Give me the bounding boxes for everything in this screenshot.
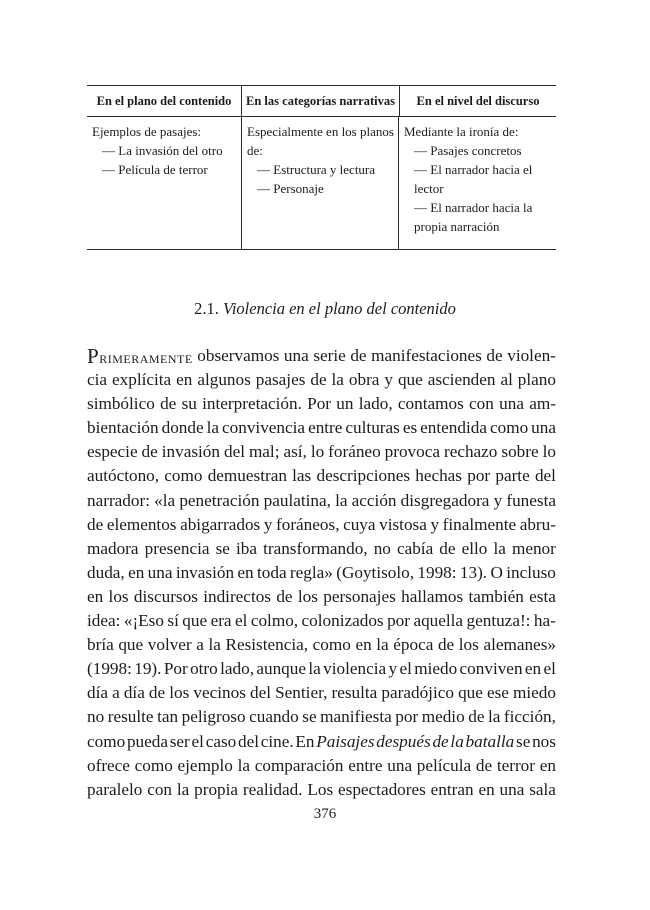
word: explícita [112,370,172,390]
word: manifiesta [320,707,392,727]
word: ficción, [503,707,556,727]
word: la [237,755,251,775]
word: En [295,731,315,751]
word: invasión [161,442,220,462]
page-number: 376 [313,806,337,822]
word: abigarrados [180,514,261,534]
word: en [237,562,254,582]
word: descripciones [316,466,411,486]
word: caso [205,731,237,751]
word: ello [461,538,488,558]
word: indirectos [203,586,271,606]
text-line [87,344,556,368]
list-item: — Personaje [257,181,324,196]
cell-lead: Mediante la ironía de: [404,124,519,139]
word: por [395,707,419,727]
word: duda, [87,562,125,582]
word: por [387,611,410,631]
word: terror [496,755,535,775]
word: entendida [420,418,487,438]
word: como [87,731,126,751]
word: a [112,683,120,703]
word: (1998: [87,659,132,679]
small-caps-opening: Primeramente [87,344,193,368]
word: la [308,659,321,679]
word: acción [351,490,397,510]
word: el [399,659,412,679]
word: bientación [87,418,159,438]
word: O [490,562,503,582]
word: película [416,755,472,775]
word: madora [87,538,139,558]
word: una [499,779,525,799]
text-line [87,464,556,488]
word: de [141,442,158,462]
word: así, [283,442,307,462]
word: la [487,707,501,727]
word: sobre [501,442,539,462]
word: foráneos, [276,514,340,534]
word: también [468,586,524,606]
word: foráneo [328,442,381,462]
word: era [210,611,232,631]
word: (Goytisolo, [336,562,415,582]
word: am- [529,394,556,414]
table-header-cell: En las categorías narrativas [241,86,399,116]
word: disgregadora [400,490,490,510]
text-line [87,633,556,657]
word: personajes [323,586,396,606]
word: el [191,731,204,751]
table-header-cell: En el plano del contenido [96,93,232,108]
text-line [87,537,556,561]
word: que [182,611,208,631]
word: en [87,586,104,606]
word: de [276,586,293,606]
text-line [87,657,556,681]
word: lo [542,442,556,462]
word: es [402,418,418,438]
text-line [87,778,556,802]
word: que [118,635,144,655]
list-item: — Película de terror [102,162,208,177]
word: ejemplo [177,755,233,775]
word: hallamos [401,586,464,606]
word: en [176,370,193,390]
word: Paisajes [316,731,375,751]
word: día [87,683,108,703]
word: la [493,538,506,558]
body-paragraph [87,344,556,802]
word: menor [511,538,556,558]
word: narrador: [87,490,150,510]
word: contamos [397,394,464,414]
word: se [215,538,230,558]
text-line [87,368,556,392]
word: serie [313,346,346,365]
word: con [469,394,494,414]
word: miedo [414,659,458,679]
word: se [516,731,531,751]
word: invasión [175,562,235,582]
word: funesta [506,490,556,510]
word: en [539,755,556,775]
text-line [87,585,556,609]
word: como [312,635,351,655]
word: las [292,466,312,486]
cell-lead: Ejemplos de pasajes: [92,124,202,139]
word: finalmente [442,514,517,534]
word: que [397,370,423,390]
word: en [355,635,372,655]
word: gentuza!: [466,611,531,631]
word: los [458,635,479,655]
word: de [160,394,177,414]
word: Resistencia, [225,635,309,655]
word: paralelo [87,779,143,799]
word: a [196,635,204,655]
text-line [87,489,556,513]
word: iba [236,538,257,558]
word: elementos [106,514,177,534]
word: la [206,418,220,438]
word: se [302,707,317,727]
word: alemanes» [483,635,556,655]
word: día [123,683,145,703]
word: de [439,538,456,558]
word: comparación [254,755,344,775]
word: especie [87,442,138,462]
word: en [524,659,542,679]
word: una [531,418,556,438]
list-item: — Pasajes concretos [414,143,522,158]
word: Los [307,779,334,799]
word: como [489,418,529,438]
section-title: Violencia en el plano del contenido [222,299,456,318]
list-item: — La invasión del otro [102,143,223,158]
word: la [176,779,190,799]
word: como [134,755,173,775]
word: cuando [249,707,299,727]
word: Sentier, [275,683,328,703]
cell-lead: Especialmente en los planos [247,124,394,139]
word: ascienden [427,370,496,390]
word: cuya [343,514,376,534]
word: del [223,442,245,462]
word: otro [190,659,218,679]
word: entre [308,418,343,438]
word: penetración [179,490,260,510]
word: en [128,562,145,582]
section-heading [0,299,650,319]
word: al [500,370,513,390]
word: paradójico [381,683,454,703]
word: propia [194,779,239,799]
word: miedo [513,683,556,703]
word: ofrece [87,755,130,775]
word: observamos [197,346,280,365]
table-body-row [87,117,556,249]
list-item: — El narrador hacia la [414,200,533,215]
word: violencia [323,659,387,679]
word: algunos [197,370,251,390]
word: y [430,514,440,534]
word: colmo, [250,611,299,631]
word: autóctono, [87,466,160,486]
word: «la [154,490,176,510]
word: ese [486,683,509,703]
word: del [237,731,259,751]
word: época [393,635,434,655]
text-line [87,730,556,754]
word: hechas [415,466,462,486]
word: resulte [107,707,154,727]
word: con [147,779,173,799]
cell-list [404,141,554,236]
word: los [169,683,190,703]
word: no [373,538,391,558]
word: aquella [413,611,464,631]
word: obra [348,370,380,390]
word: medio [421,707,465,727]
word: de [486,346,503,365]
text-line [87,416,556,440]
word: los [108,586,129,606]
word: una [387,755,413,775]
word: mal; [248,442,280,462]
list-item: propia narración [414,219,500,234]
list-item: lector [414,181,444,196]
word: ha- [533,611,556,631]
word: manifestaciones [371,346,482,365]
word: que [458,683,483,703]
word: «¡Eso [123,611,164,631]
word: no [87,707,105,727]
cell-list [247,160,398,198]
word: conviven [459,659,523,679]
word: pueda [126,731,168,751]
word: esta [529,586,556,606]
word: los [297,586,318,606]
word: violen- [507,346,556,365]
word: donde [161,418,204,438]
word: de [310,370,327,390]
word: y [263,514,273,534]
word: lado, [358,394,393,414]
word: del [250,683,272,703]
word: regla» [289,562,333,582]
word: vecinos [193,683,246,703]
word: 1998: [417,562,457,582]
word: pasajes [255,370,306,390]
word: peligroso [181,707,246,727]
word: aunque [256,659,306,679]
word: rechazo [443,442,498,462]
word: resulta [331,683,378,703]
summary-table [87,85,556,250]
word: lo [310,442,325,462]
text-line [87,561,556,585]
word: una [499,394,524,414]
word: 19). [134,659,162,679]
word: paulatina, [263,490,331,510]
word: después [376,731,431,751]
word: la [208,635,221,655]
word: realidad. [242,779,303,799]
text-line [87,513,556,537]
table-cell [87,117,241,249]
word: cine. [260,731,294,751]
word: el [543,659,556,679]
word: la [331,370,344,390]
word: de [87,514,104,534]
word: colonizados [301,611,384,631]
table-cell [398,117,554,249]
word: sí [167,611,179,631]
text-line [87,681,556,705]
word: y [493,490,503,510]
word: Por [307,394,332,414]
word: del [534,466,556,486]
word: parte [495,466,530,486]
word: ser [169,731,190,751]
word: cabía [396,538,434,558]
section-number: 2.1. [194,299,219,318]
word: transformando, [263,538,368,558]
word: discursos [133,586,198,606]
word: demuestran [207,466,287,486]
word: una [283,346,309,365]
word: la [376,635,389,655]
text-line [87,440,556,464]
word: de [350,346,367,365]
cell-lead: de: [247,143,263,158]
word: bría [87,635,114,655]
cell-list [92,141,241,179]
word: de [432,731,449,751]
word: provoca [384,442,440,462]
word: la [450,731,464,751]
word: idea: [87,611,121,631]
word: convivencia [222,418,306,438]
text-line [87,754,556,778]
word: batalla [465,731,515,751]
word: de [468,707,485,727]
table-cell [241,117,398,249]
word: tan [157,707,179,727]
word: y [388,659,398,679]
text-line [87,609,556,633]
word: espectadores [338,779,426,799]
text-line [87,392,556,416]
word: 13). [459,562,488,582]
word: interpretación. [202,394,302,414]
word: lado, [220,659,254,679]
word: de [475,755,493,775]
word: Por [163,659,188,679]
word: abru- [519,514,556,534]
word: sala [529,779,556,799]
table-header-row [87,86,556,117]
word: vistosa [379,514,427,534]
word: entre [348,755,383,775]
word: incluso [506,562,556,582]
word: por [467,466,491,486]
list-item: — Estructura y lectura [257,162,376,177]
word: simbólico [87,394,155,414]
table-header-cell: En el nivel del discurso [399,86,556,116]
word: volver [147,635,192,655]
word: un [336,394,354,414]
text-line [87,705,556,729]
word: plano [517,370,556,390]
word: presencia [144,538,210,558]
word: la [335,490,348,510]
word: de [148,683,166,703]
word: y [384,370,393,390]
word: de [437,635,455,655]
word: en [478,779,495,799]
word: como [164,466,203,486]
list-item: — El narrador hacia el [414,162,533,177]
word: cia [87,370,108,390]
word: su [181,394,197,414]
word: el [234,611,248,631]
word: culturas [345,418,400,438]
word: una [147,562,173,582]
word: toda [256,562,287,582]
word: entran [430,779,474,799]
word: nos [532,731,556,751]
